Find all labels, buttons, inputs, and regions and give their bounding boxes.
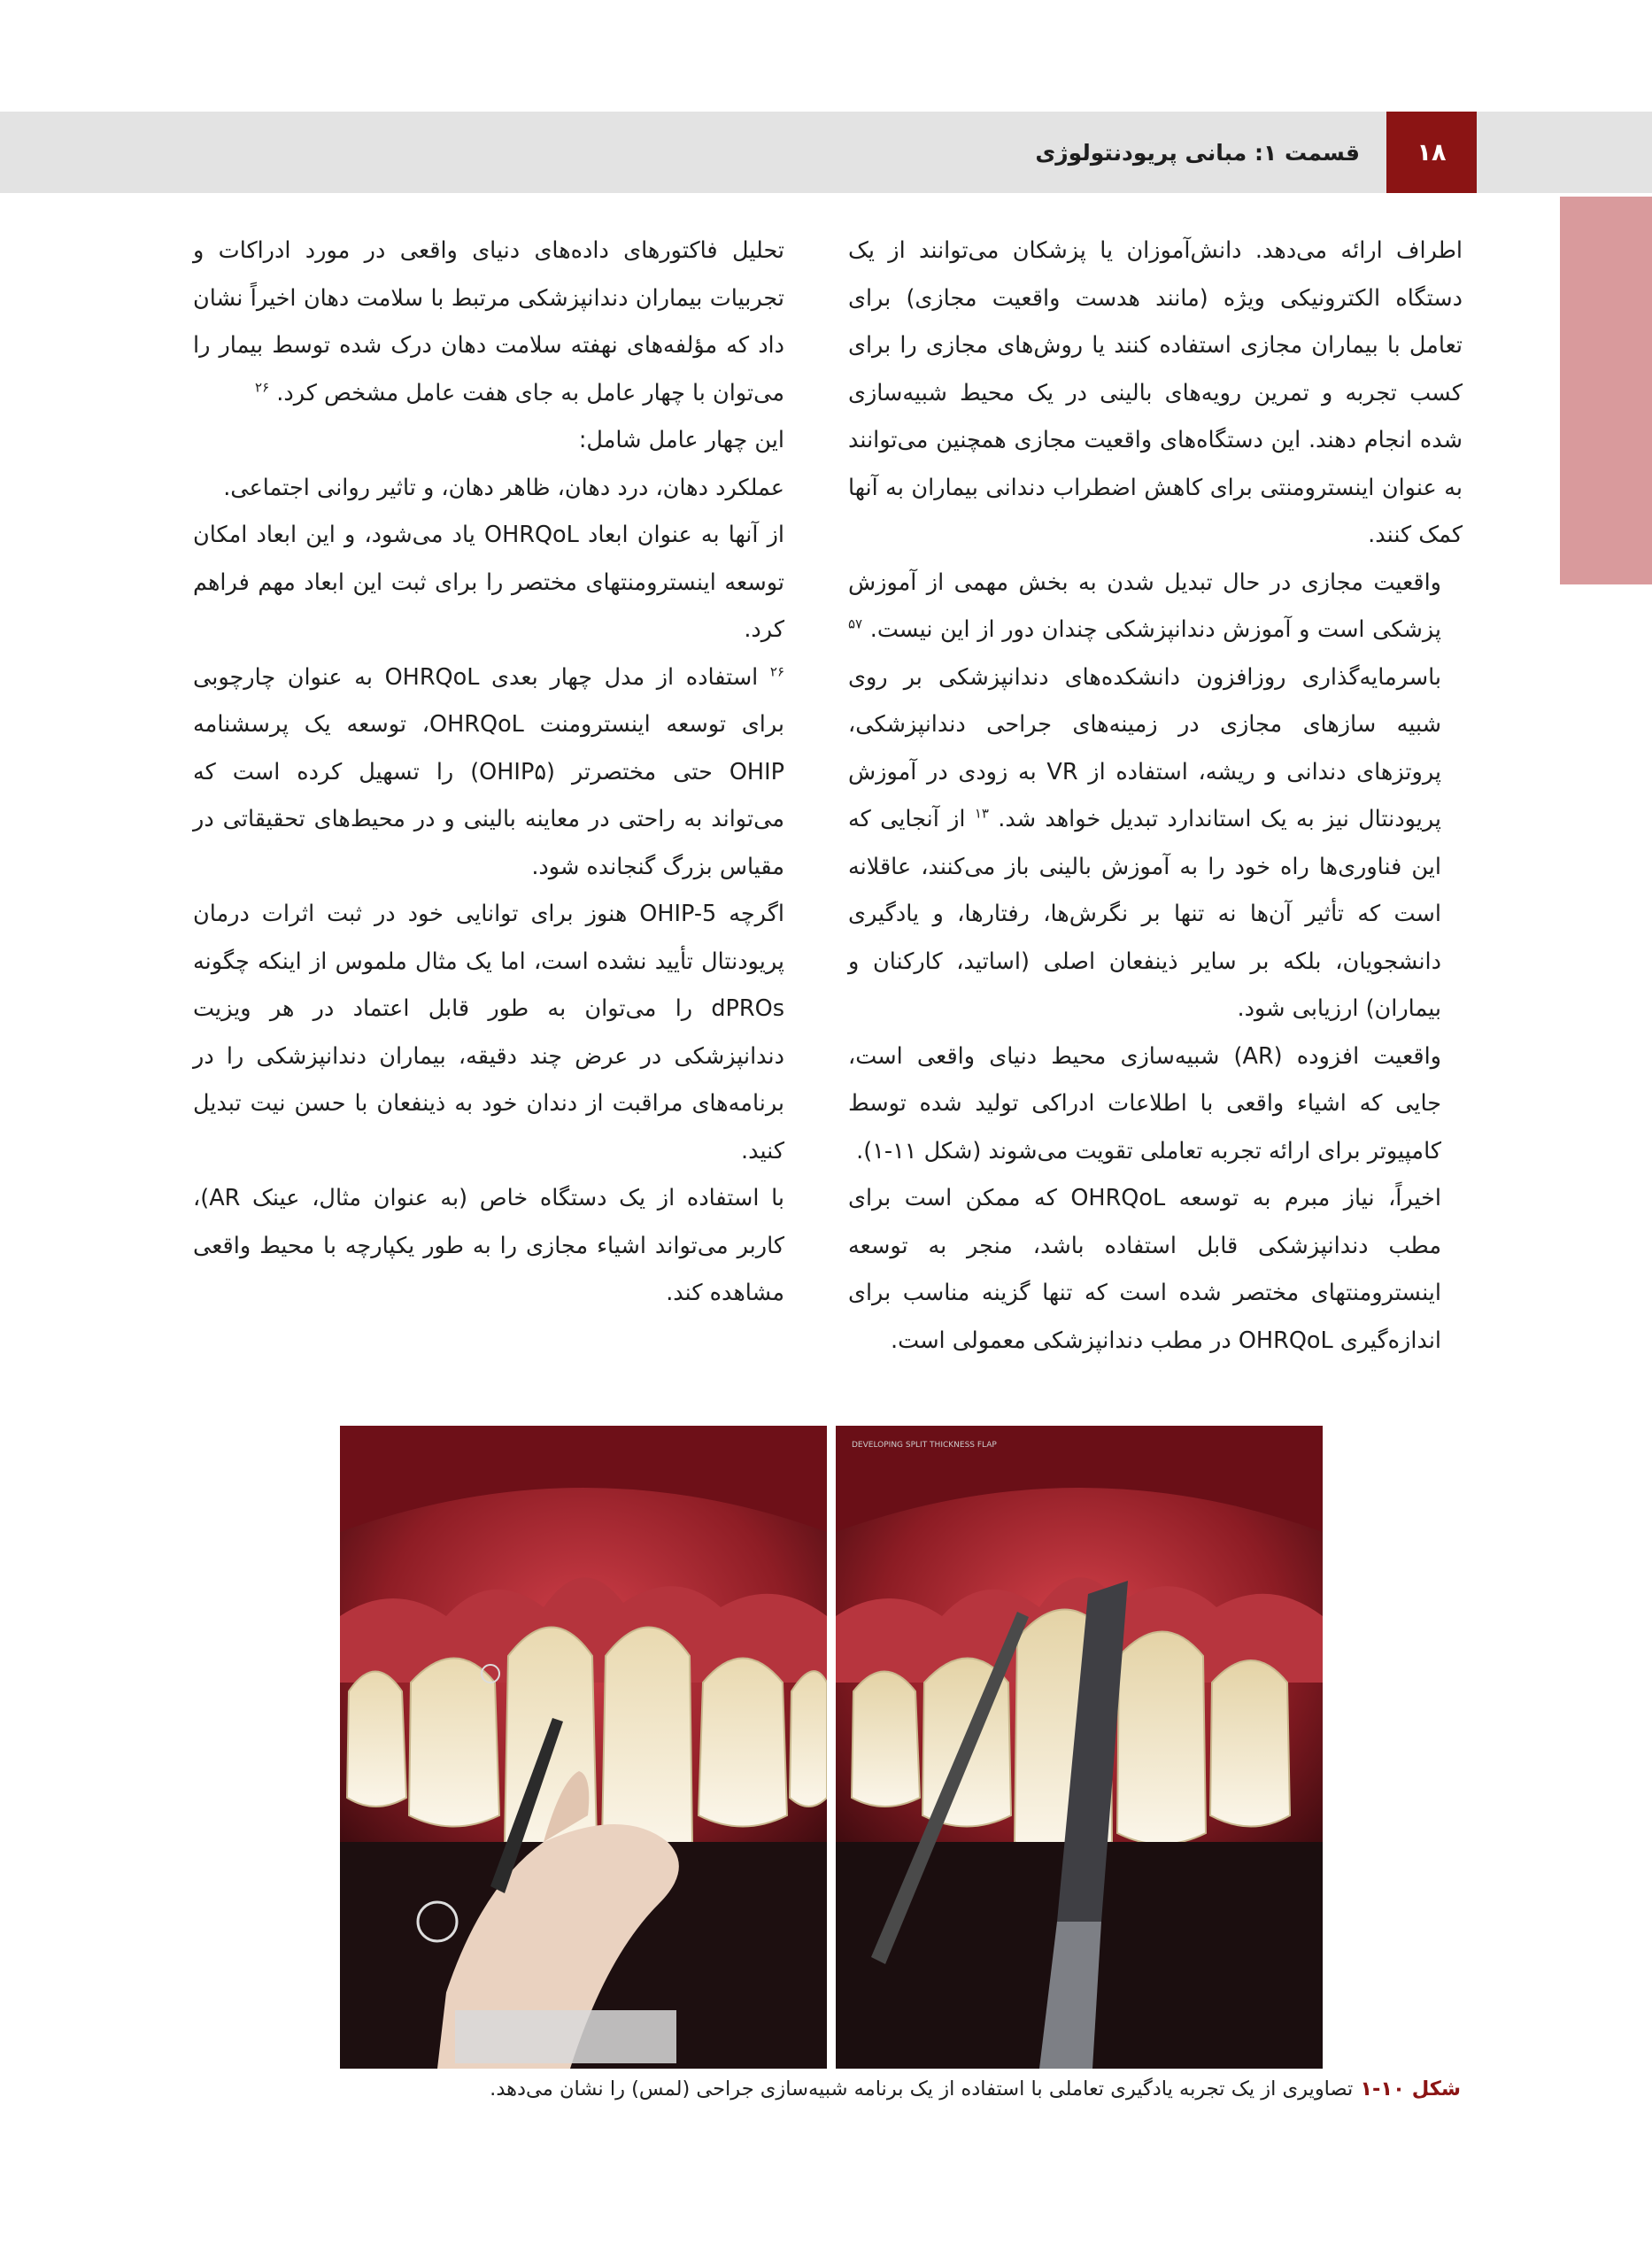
paragraph: اطراف ارائه می‌دهد. دانش‌آموزان یا پزشکان می‌توانند از یک دستگاه الکترونیکی ویژه (مانند هدست واقعیت مجازی) برای تعامل با بیماران مجازی استفاده کنند یا روش‌های مجازی را برای کسب تجربه و تمرین رویه‌های بالینی در یک محیط شبیه‌سازی شده انجام دهند. این دستگاه‌های واقعیت مجازی همچنین می‌توانند به عنوان اینسترومنتی برای کاهش اضطراب دندانی بیماران به آنها کمک کنند. (848, 237, 1463, 548)
chapter-side-tab (1560, 197, 1652, 584)
section-title: قسمت ۱: مبانی پریودنتولوژی (1035, 139, 1360, 166)
paragraph: واقعیت افزوده (AR) شبیه‌سازی محیط دنیای واقعی است، جایی که اشیاء واقعی با اطلاعات ادراکی تولید شده توسط کامپیوتر برای ارائه تجربه تعاملی تقویت می‌شوند (شکل ۱۱-۱). (848, 1042, 1441, 1164)
citation-ref: ۲۶ (769, 663, 785, 679)
figure-caption-label: شکل ۱۰-۱ (1360, 2077, 1461, 2101)
figure-photo-hand-instrument (340, 1426, 827, 2069)
paragraph: اخیراً، نیاز مبرم به توسعه OHRQoL که ممکن است برای مطب دندانپزشکی قابل استفاده باشد، منجر به توسعه اینسترومنتهای مختصر شده است که تنها گزینه مناسب برای اندازه‌گیری OHRQoL در مطب دندانپزشکی معمولی است. (848, 1185, 1441, 1354)
right-text-column (848, 228, 1463, 1365)
left-text-column (193, 228, 806, 1318)
paragraph: تحلیل فاکتورهای داده‌های دنیای واقعی در مورد ادراکات و تجربیات بیماران دندانپزشکی مرتبط با سلامت دهان اخیراً نشان داد که مؤلفه‌های نهفته سلامت دهان درک شده توسط بیمار را می‌توان با چهار عامل به جای هفت عامل مشخص کرد. $^{۲۶}$ (193, 237, 784, 406)
page-number: ۱۸ (1386, 112, 1477, 193)
citation-ref: ۲۶ (255, 379, 270, 395)
paragraph: اگرچه OHIP-5 هنوز برای توانایی خود در ثبت اثرات درمان پریودنتال تأیید نشده است، اما یک مثال ملموس از اینکه چگونه dPROs را می‌توان به طور قابل اعتماد در هر ویزیت دندانپزشکی در عرض چند دقیقه، بیماران دندانپزشکی را در برنامه‌های مراقبت از دندان خود به ذینفعان با حسن نیت تبدیل کنید. (193, 901, 784, 1164)
figure-caption-text: تصاویری از یک تجربه یادگیری تعاملی با استفاده از یک برنامه شبیه‌سازی جراحی (لمس) را نشان می‌دهد. (490, 2077, 1354, 2101)
figure-caption (490, 2077, 1461, 2101)
figure-surgery-simulation (340, 1426, 1323, 2069)
panel-header-text: DEVELOPING SPLIT THICKNESS FLAP (852, 1441, 997, 1450)
paragraph: با استفاده از یک دستگاه خاص (به عنوان مثال، عینک AR)، کاربر می‌تواند اشیاء مجازی را به طور یکپارچه با محیط واقعی مشاهده کند. (193, 1185, 784, 1306)
paragraph: از آنها به عنوان ابعاد OHRQoL یاد می‌شود، و این ابعاد امکان توسعه اینسترومنتهای مختصر را برای ثبت این ابعاد مهم فراهم کرد. $^{۲۶}$ استفاده از مدل چهار بعدی OHRQoL به عنوان چارچوبی برای توسعه اینسترومنت OHRQoL، توسعه یک پرسشنامه OHIP حتی مختصرتر (OHIP۵) را تسهیل کرده است که می‌تواند به راحتی در معاینه بالینی و در محیط‌های تحقیقاتی در مقیاس بزرگ گنجانده شود. (193, 522, 785, 880)
paragraph: این چهار عامل شامل: (578, 427, 784, 453)
paragraph: عملکرد دهان، درد دهان، ظاهر دهان، و تاثیر روانی اجتماعی. (223, 474, 784, 501)
citation-ref: ۱۳ (974, 805, 989, 822)
paragraph: واقعیت مجازی در حال تبدیل شدن به بخش مهمی از آموزش پزشکی است و آموزش دندانپزشکی چندان دور از این نیست. $^{۵۷}$ باسرمایه‌گذاری روزافزون دانشکده‌های دندانپزشکی بر روی شبیه سازهای مجازی در زمینه‌های جراحی دندانپزشکی، پروتزهای دندانی و ریشه، استفاده از VR به زودی در آموزش پریودنتال نیز به یک استاندارد تبدیل خواهد شد. $^{۱۳}$ از آنجایی که این فناوری‌ها راه خود را به آموزش بالینی باز می‌کنند، عاقلانه است که تأثیر آن‌ها نه تنها بر نگرش‌ها، رفتارها، و یادگیری دانشجویان، بلکه بر سایر ذینفعان اصلی (اساتید، کارکنان و بیماران) ارزیابی شود. (848, 569, 1442, 1022)
figure-photo-scalpel (836, 1426, 1323, 2069)
citation-ref: ۵۷ (848, 615, 863, 632)
